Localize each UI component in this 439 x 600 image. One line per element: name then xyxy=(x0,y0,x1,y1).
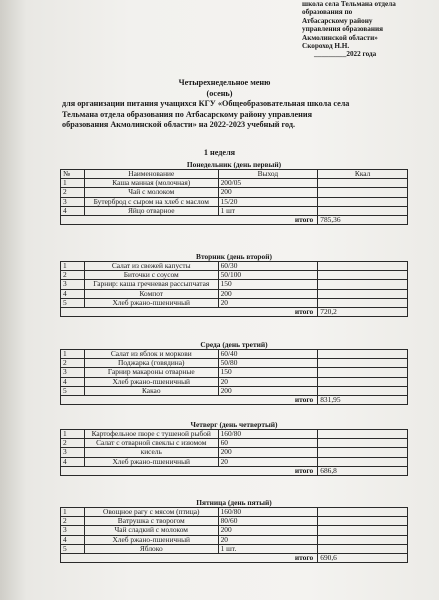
item-num: 2 xyxy=(61,517,85,526)
table-row xyxy=(61,544,408,553)
item-name: Ватрушка с творогом xyxy=(84,517,218,526)
table-row xyxy=(61,517,408,526)
item-output: 200 xyxy=(218,526,318,535)
title-line: Тельмана отдела образования по Атбасарскому району управления xyxy=(62,109,313,119)
item-num: 3 xyxy=(61,448,85,457)
total-label: итого xyxy=(61,396,318,405)
column-header-output: Выход xyxy=(218,170,318,179)
table-row xyxy=(61,197,408,206)
title-line: для организации питания учащихся КГУ «Общеобразовательная школа села xyxy=(62,99,350,109)
total-row xyxy=(61,554,408,563)
week-label: 1 неделя xyxy=(203,148,236,157)
approval-line: образования по xyxy=(302,8,353,17)
item-output: 20 xyxy=(218,535,318,544)
day-title: Вторник (день второй) xyxy=(196,251,272,261)
day-title: Понедельник (день первый) xyxy=(186,159,282,169)
item-num: 2 xyxy=(61,359,85,368)
table-row xyxy=(61,377,408,386)
item-num: 4 xyxy=(61,289,85,298)
item-output: 20 xyxy=(218,298,318,307)
column-header-kcal: Ккал xyxy=(318,170,408,179)
item-name: Овощное рагу с мясом (птица) xyxy=(84,508,218,517)
item-output: 160/80 xyxy=(218,430,318,439)
table-row xyxy=(61,386,408,395)
table-row xyxy=(61,280,408,289)
item-num: 1 xyxy=(61,430,85,439)
approval-date: _________2022 года xyxy=(314,50,377,59)
total-value: 831,95 xyxy=(318,396,408,405)
item-num: 3 xyxy=(61,368,85,377)
item-output: 200 xyxy=(218,188,318,197)
table-row xyxy=(61,368,408,377)
table-row xyxy=(61,289,408,298)
approval-line: школа села Тельмана отдела xyxy=(302,0,396,8)
item-output: 1 шт xyxy=(218,206,318,215)
item-name: Компот xyxy=(84,289,218,298)
day-title: Пятница (день пятый) xyxy=(196,497,272,507)
item-output: 200 xyxy=(218,289,318,298)
item-name: Чай сладкий с молоком xyxy=(84,526,218,535)
day-title: Среда (день третий) xyxy=(200,339,268,349)
total-row xyxy=(61,216,408,225)
item-name: Хлеб ржано-пшеничный xyxy=(84,535,218,544)
item-name: Хлеб ржано-пшеничный xyxy=(84,457,218,466)
item-name: Хлеб ржано-пшеничный xyxy=(84,298,218,307)
item-name: Гарнир макароны отварные xyxy=(84,368,218,377)
day-table-thursday xyxy=(60,418,408,476)
table-row xyxy=(61,526,408,535)
total-value: 720,2 xyxy=(318,308,408,317)
item-output: 150 xyxy=(218,280,318,289)
item-name: Бутерброд с сыром на хлеб с маслом xyxy=(84,197,218,206)
day-table-wednesday xyxy=(60,338,408,405)
title-line: Четырехнедельное меню xyxy=(178,78,271,87)
column-header-name: Наименование xyxy=(84,170,218,179)
item-num: 3 xyxy=(61,526,85,535)
item-num: 5 xyxy=(61,298,85,307)
item-output: 160/80 xyxy=(218,508,318,517)
item-name: Какао xyxy=(84,386,218,395)
total-value: 686,8 xyxy=(318,466,408,475)
item-num: 4 xyxy=(61,535,85,544)
item-num: 5 xyxy=(61,544,85,553)
item-output: 150 xyxy=(218,368,318,377)
item-num: 3 xyxy=(61,280,85,289)
table-row xyxy=(61,457,408,466)
item-num: 3 xyxy=(61,197,85,206)
approval-stamp xyxy=(302,0,434,59)
total-row xyxy=(61,396,408,405)
table-row xyxy=(61,179,408,188)
item-num: 1 xyxy=(61,179,85,188)
item-output: 200/05 xyxy=(218,179,318,188)
approval-line: управления образования xyxy=(302,25,383,34)
table-row xyxy=(61,206,408,215)
item-num: 1 xyxy=(61,262,85,271)
table-row xyxy=(61,448,408,457)
item-output: 20 xyxy=(218,377,318,386)
approval-line: Атбасарскому району xyxy=(302,16,373,25)
item-output: 15/20 xyxy=(218,197,318,206)
item-output: 200 xyxy=(218,386,318,395)
item-name: Салат с отварной свеклы с изюмом xyxy=(84,439,218,448)
item-name: Салат из свежей капусты xyxy=(84,262,218,271)
item-num: 1 xyxy=(61,350,85,359)
item-num: 4 xyxy=(61,457,85,466)
total-value: 785,36 xyxy=(318,216,408,225)
total-row xyxy=(61,466,408,475)
item-output: 60/40 xyxy=(218,350,318,359)
item-output: 60 xyxy=(218,439,318,448)
table-row xyxy=(61,298,408,307)
total-label: итого xyxy=(61,216,318,225)
total-value: 690,6 xyxy=(318,554,408,563)
table-row xyxy=(61,535,408,544)
item-name: Хлеб ржано-пшеничный xyxy=(84,377,218,386)
item-num: 2 xyxy=(61,271,85,280)
day-table-friday xyxy=(60,496,408,563)
column-header-num: № xyxy=(61,170,85,179)
day-table-tuesday xyxy=(60,250,408,317)
title-line: (осень) xyxy=(206,88,233,98)
total-label: итого xyxy=(61,554,318,563)
item-num: 4 xyxy=(61,206,85,215)
item-num: 2 xyxy=(61,439,85,448)
item-name: Чай с молоком xyxy=(84,188,218,197)
item-name: Яблоко xyxy=(84,544,218,553)
total-label: итого xyxy=(61,308,318,317)
approval-line: Скороход Н.Н. xyxy=(302,42,350,51)
approval-line: Акмолинской области» xyxy=(302,33,378,42)
item-name: Салат из яблок и моркови xyxy=(84,350,218,359)
item-num: 1 xyxy=(61,508,85,517)
item-name: Яйцо отварное xyxy=(84,206,218,215)
total-row xyxy=(61,308,408,317)
item-name: Гарнир: каша гречневая рассыпчатая xyxy=(84,280,218,289)
table-row xyxy=(61,188,408,197)
day-title: Четверг (день четвертый) xyxy=(190,419,278,429)
item-output: 20 xyxy=(218,457,318,466)
day-table-monday xyxy=(60,158,408,225)
item-output: 60/30 xyxy=(218,262,318,271)
item-output: 200 xyxy=(218,448,318,457)
total-label: итого xyxy=(61,466,318,475)
title-line: образования Акмолинской области» на 2022-2023 учебный год. xyxy=(62,120,296,130)
item-output: 50/100 xyxy=(218,271,318,280)
item-name: Картофельное пюре с тушеной рыбой xyxy=(84,430,218,439)
item-num: 2 xyxy=(61,188,85,197)
table-row xyxy=(61,439,408,448)
item-output: 50/80 xyxy=(218,359,318,368)
item-output: 80/60 xyxy=(218,517,318,526)
item-output: 1 шт. xyxy=(218,544,318,553)
document-title xyxy=(0,78,439,131)
item-name: Каша манная (молочная) xyxy=(84,179,218,188)
item-name: кисель xyxy=(84,448,218,457)
item-name: Биточки с соусом xyxy=(84,271,218,280)
item-num: 4 xyxy=(61,377,85,386)
item-num: 5 xyxy=(61,386,85,395)
item-name: Поджарка (говядина) xyxy=(84,359,218,368)
